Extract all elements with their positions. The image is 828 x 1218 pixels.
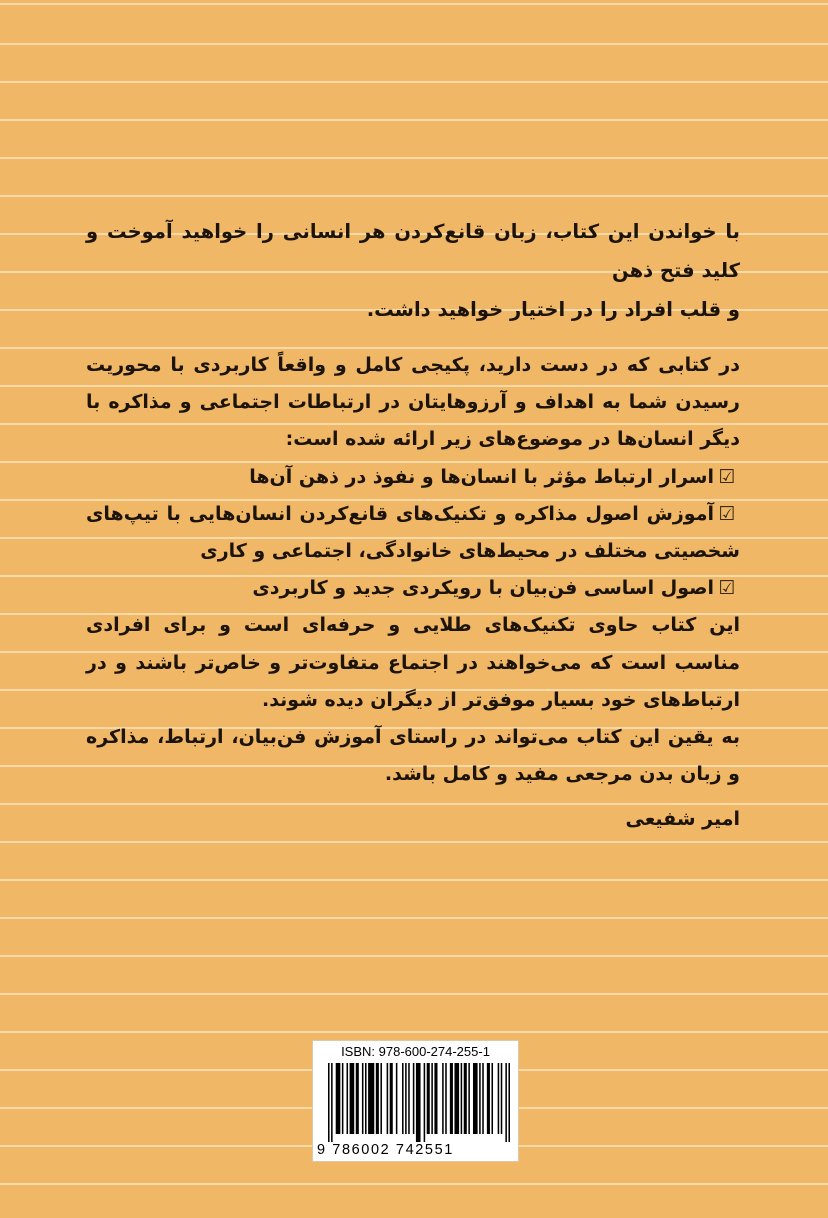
- barcode-bars: [328, 1063, 510, 1142]
- barcode-bar: [468, 1063, 470, 1134]
- isbn-label: ISBN: 978-600-274-255-1: [341, 1044, 490, 1059]
- barcode-bar: [450, 1063, 453, 1134]
- barcode-bar: [396, 1063, 398, 1134]
- barcode-bar: [505, 1063, 507, 1142]
- barcode-bar: [442, 1063, 444, 1134]
- bullet-item-3: [86, 570, 740, 607]
- closing-paragraph: به یقین این کتاب می‌تواند در راستای آموزش فن‌بیان، ارتباط، مذاکره و زبان بدن مرجعی مفید و کامل باشد.: [86, 726, 740, 786]
- checkbox-icon: ☑: [718, 502, 736, 525]
- barcode-bar: [482, 1063, 484, 1134]
- barcode-bar: [380, 1063, 382, 1134]
- barcode-bar: [424, 1063, 426, 1142]
- bullet-text-1: اسرار ارتباط مؤثر با انسان‌ها و نفوذ در ذهن آن‌ها: [249, 465, 714, 488]
- bullet-text-2: آموزش اصول مذاکره و تکنیک‌های قانع‌کردن انسان‌هایی با تیپ‌های شخصیتی مختلف در محیط‌های خانوادگی، اجتماعی و کاری: [86, 502, 740, 563]
- barcode-bar: [431, 1063, 433, 1134]
- barcode-bar: [416, 1063, 421, 1142]
- bullet-item-1: [86, 459, 740, 496]
- barcode-bar: [356, 1063, 359, 1134]
- barcode-bar: [427, 1063, 430, 1134]
- barcode-bar: [413, 1063, 415, 1134]
- barcode-bar: [508, 1063, 510, 1142]
- barcode-bar: [347, 1063, 349, 1134]
- checkbox-icon: ☑: [718, 577, 736, 600]
- barcode-bar: [408, 1063, 410, 1134]
- isbn-digits: 9 786002 742551: [317, 1142, 454, 1158]
- intro-line-1: با خواندن این کتاب، زبان قانع‌کردن هر انسانی را خواهید آموخت و کلید فتح ذهن: [86, 220, 740, 282]
- barcode-bar: [487, 1063, 490, 1134]
- barcode-bar: [491, 1063, 493, 1134]
- barcode-bar: [454, 1063, 459, 1134]
- barcode-bar: [501, 1063, 503, 1134]
- bullet-text-3: اصول اساسی فن‌بیان با رویکردی جدید و کاربردی: [252, 577, 714, 600]
- barcode-bar: [464, 1063, 467, 1134]
- audience-paragraph: این کتاب حاوی تکنیک‌های طلایی و حرفه‌ای است و برای افرادی مناسب است که می‌خواهند در اجتماع متفاوت‌تر و خاص‌تر باشند و در ارتباط‌های خود بسیار موفق‌تر از دیگران دیده شوند.: [86, 614, 740, 711]
- barcode-bar: [405, 1063, 407, 1134]
- barcode-bar: [434, 1063, 437, 1134]
- intro-paragraph: [86, 212, 740, 329]
- barcode-bar: [328, 1063, 330, 1142]
- barcode-bar: [331, 1063, 333, 1142]
- barcode-bar: [402, 1063, 404, 1134]
- barcode-bar: [473, 1063, 478, 1134]
- author-name: امیر شفیعی: [625, 808, 740, 831]
- barcode-bar: [376, 1063, 379, 1134]
- barcode-bar: [336, 1063, 341, 1134]
- barcode-bar: [498, 1063, 500, 1134]
- barcode-bar: [445, 1063, 447, 1134]
- barcode-bar: [342, 1063, 344, 1134]
- barcode-bar: [387, 1063, 389, 1134]
- isbn-barcode: [312, 1040, 519, 1162]
- back-cover-text: [86, 212, 740, 839]
- barcode-bar: [390, 1063, 393, 1134]
- barcode-bar: [368, 1063, 374, 1134]
- barcode-bar: [479, 1063, 481, 1134]
- barcode-bar: [365, 1063, 367, 1134]
- barcode-bar: [362, 1063, 364, 1134]
- bullet-item-2: [86, 496, 740, 570]
- barcode-bar: [350, 1063, 355, 1134]
- description-paragraph: در کتابی که در دست دارید، پکیجی کامل و واقعاً کاربردی با محوریت رسیدن شما به اهداف و آرزوهایتان در ارتباطات اجتماعی و مذاکره با دیگر انسان‌ها در موضوع‌های زیر ارائه شده است:: [86, 354, 740, 451]
- barcode-bar: [461, 1063, 463, 1134]
- checkbox-icon: ☑: [718, 465, 736, 488]
- intro-line-2: و قلب افراد را در اختیار خواهید داشت.: [366, 298, 740, 321]
